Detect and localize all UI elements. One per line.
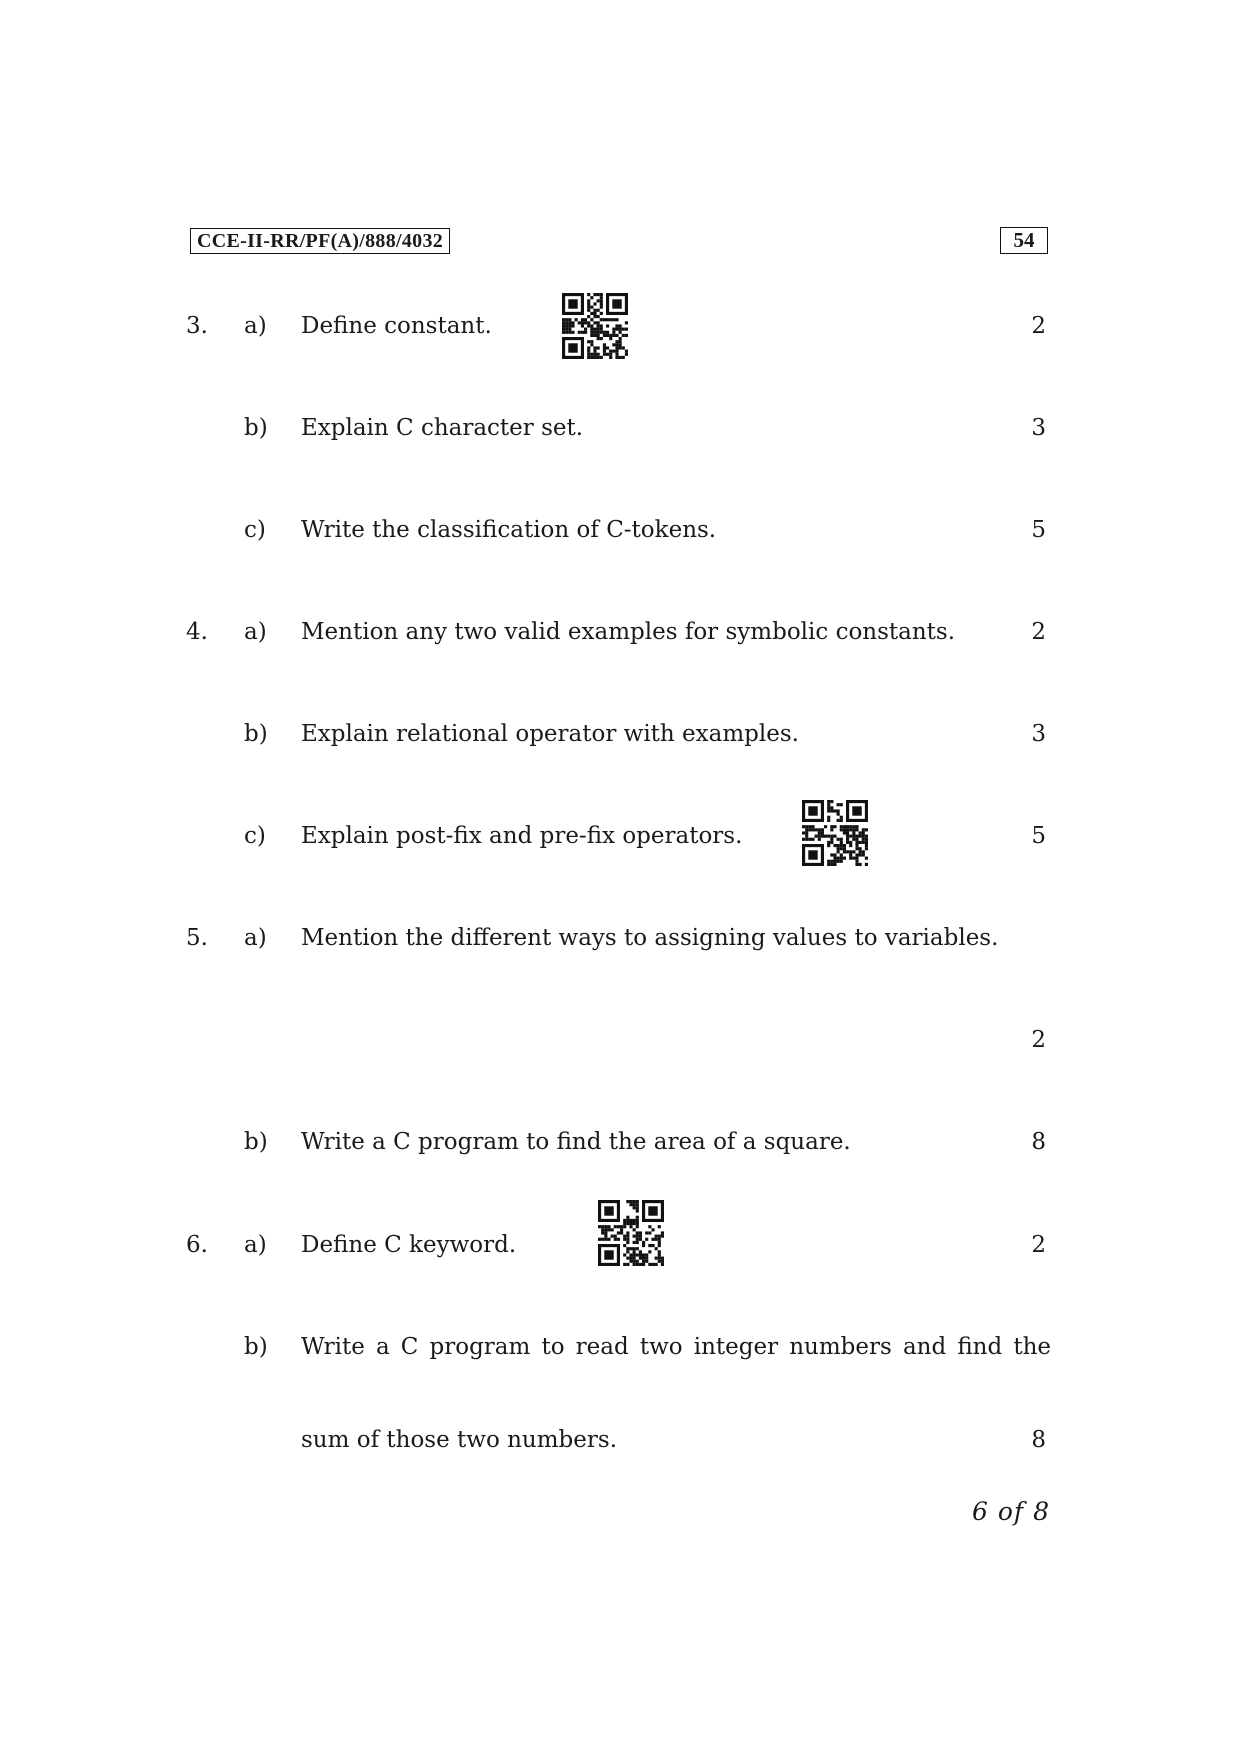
question-6a-text: Define C keyword. (301, 1232, 517, 1258)
question-4c-marks: 5 (1031, 823, 1046, 849)
question-3c-text: Write the classification of C-tokens. (301, 517, 717, 543)
question-5a-marks: 2 (1031, 1027, 1046, 1053)
question-3c-label: c) (244, 517, 266, 543)
question-6b-label: b) (244, 1334, 268, 1360)
question-4b-marks: 3 (1031, 721, 1046, 747)
question-6b-text-line2: sum of those two numbers. (301, 1427, 618, 1453)
page-box-number: 54 (1000, 227, 1048, 254)
question-6a-marks: 2 (1031, 1232, 1046, 1258)
qr-code-icon (562, 293, 628, 359)
question-3a-text: Define constant. (301, 313, 492, 339)
question-6-number: 6. (186, 1232, 208, 1258)
question-3b-marks: 3 (1031, 415, 1046, 441)
question-4a-text: Mention any two valid examples for symbolic constants. (301, 619, 956, 645)
qr-code-icon (598, 1200, 664, 1266)
question-4b-label: b) (244, 721, 268, 747)
question-5a-label: a) (244, 925, 267, 951)
question-5b-label: b) (244, 1129, 268, 1155)
question-3-number: 3. (186, 313, 208, 339)
page-indicator: 6 of 8 (971, 1497, 1050, 1526)
question-4b-text: Explain relational operator with examples. (301, 721, 799, 747)
question-4c-label: c) (244, 823, 266, 849)
question-3a-label: a) (244, 313, 267, 339)
question-5-number: 5. (186, 925, 208, 951)
question-3b-text: Explain C character set. (301, 415, 584, 441)
question-5b-marks: 8 (1031, 1129, 1046, 1155)
question-4a-marks: 2 (1031, 619, 1046, 645)
question-6a-label: a) (244, 1232, 267, 1258)
question-6b-text-line1: Write a C program to read two integer numbers and find the (301, 1334, 1051, 1360)
question-6b-marks: 8 (1031, 1427, 1046, 1453)
question-5b-text: Write a C program to find the area of a square. (301, 1129, 851, 1155)
question-3c-marks: 5 (1031, 517, 1046, 543)
question-4-number: 4. (186, 619, 208, 645)
question-4a-label: a) (244, 619, 267, 645)
question-3b-label: b) (244, 415, 268, 441)
question-3a-marks: 2 (1031, 313, 1046, 339)
paper-code: CCE-II-RR/PF(A)/888/4032 (190, 228, 450, 254)
question-4c-text: Explain post-fix and pre-fix operators. (301, 823, 743, 849)
qr-code-icon (802, 800, 868, 866)
question-5a-text: Mention the different ways to assigning values to variables. (301, 925, 999, 951)
